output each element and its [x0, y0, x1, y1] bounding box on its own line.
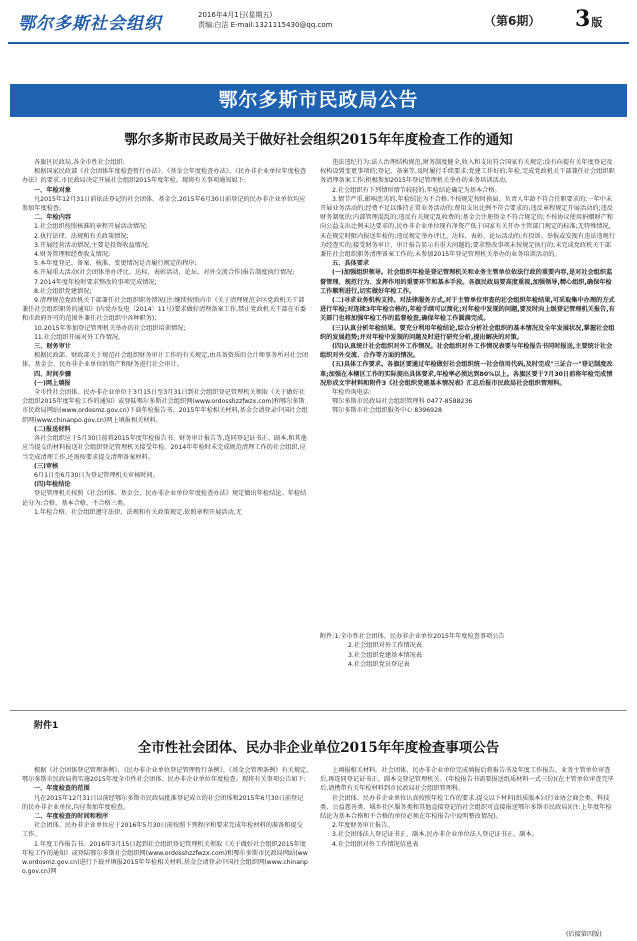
appendix-headline: 全市性社会团体、民办非企业单位2015年年度检查事项公告	[137, 740, 500, 756]
paragraph: 6.开展重大活动(社会团体举办评比、达标、表彰活动、论坛、对外交流合作)报告制度执行情况;	[34, 269, 295, 277]
paragraph: 各旗区民政局,各全市性社会组织:	[34, 159, 125, 166]
paragraph: 各社会组织应于5月30日前将2015年度年检报告书、财务审计报告等,连同登记证书正、副本,和其他应当提交的材料报送社会组织登记管理机关接受年检。2014年年检时未完成规范清理工作的社会组织,应当完成清理工作,还需按要求提交清理备案材料。	[22, 435, 307, 461]
appendix-label: 附件1	[34, 721, 59, 731]
paragraph: 违法违纪行为;法人治理结构规范,财务制度健全,收入和支出符合国家有关规定;没有向提有关年度登记及权构设置变更事项的;登记、备案等,及时履行手续要求;党建工作好的;年检,完成党政机关干部兼任社会组织职务清理备案工作;积极参加2015年登记管理机关举办的业务培训活动。	[320, 159, 615, 185]
paragraph: 10.2015年参加登记管理机关举办的社会组织培训情况;	[34, 324, 186, 332]
paragraph: 3.社会团体法人登记证书正、副本,民办非企业单位法人登记证书正、副本。	[332, 831, 538, 839]
paragraph: 三、财务审计	[34, 343, 72, 351]
paragraph: 根据民政部、财政部关于规范社会组织财务审计工作的有关规定,由具备资质的会计师事务所对社会团体、基金会、民办非企业单位的资产和财务进行社会审计。	[22, 352, 309, 369]
page-number	[575, 6, 602, 32]
paragraph: 鄂尔多斯市社会组织服务中心 8396928	[332, 407, 442, 415]
paragraph: 年检咨询电话:	[332, 389, 372, 397]
attachment-list	[320, 632, 616, 670]
notice-column-left	[22, 158, 309, 712]
paragraph: 3.情节严重,影响恶劣的,年检结论为不合格:不按规定按时换届、负责人年龄不符合任职要求的;一年中未开展业务活动的;经费不足以维持正常业务活动的;费用支出比例不符合要求的;违反章程规定开展活动的;违反财务制度的;内部管理混乱的;违反有关规定乱收费的;基金会注册资金不符合规定的;不按协议使用捐赠财产和向公益支出比例未达要求的,民办非企业单位现有净资产低于国家有关开办主管部门规定的标准;无特殊情况,未在规定时限内报送年检的;违反规定举办评比、达标、表彰、论坛活动的;有投诉、举报或发现有违法违规行为经查实的;接受财务审计、审计报告显示有重大问题的;要求整改事项未按规定执行的;未完成党政机关干部兼任社会组织职务清理备案工作的;未参加2015年登记管理机关举办的业务培训活动的。	[320, 195, 615, 259]
notice-column-right	[320, 158, 616, 628]
attachment-item: 4.社会组织党员登记表	[348, 661, 410, 669]
paragraph: (四)年检结论	[34, 481, 71, 489]
paragraph: 一、年度检查的范围	[34, 785, 90, 793]
newspaper-masthead-title: 鄂尔多斯社会组织	[18, 14, 162, 34]
paragraph: 4.财务管理和经费收支情况;	[34, 251, 111, 259]
page-number-suffix: 版	[591, 16, 603, 29]
paragraph: (三)认真分析年检结果。要充分利用年检结论,综合分析社会组织的基本情况及全年发展状况,掌握社会组织的发展趋势;并对年检中发现的问题及时进行研究分析,提出解决的对策。	[320, 324, 615, 341]
paragraph: (二)报送材料	[34, 425, 71, 433]
attachment-item: 附件:1.全市性社会团体、民办非企业单位2015年年度检查事项公告	[320, 633, 505, 640]
issue-number: （第6期）	[484, 14, 541, 28]
page-number-value: 3	[575, 6, 591, 32]
paragraph: 11.社会组织开展对外工作情况。	[34, 333, 125, 341]
paragraph: (五)具体工作要求。各旗区要通过年检做好社会组织统一社会信用代码,及时完成"三证合一"登记制度改革;加强在本辖区工作的实际提出具体要求,年检率必须达到80%以上。各旗区要于7月30日前将年检完成情况形成文字材料和附件3《社会组织党建基本情况表》汇总后报市民政局社会组织管理科。	[320, 361, 613, 387]
paragraph: 二、年度检查的时间和程序	[34, 813, 109, 821]
paragraph: 社会团体、民办非企业单位认真按照年检工作的要求,提交以下材料(纸质版本):(行业协会商会类、科技类、公益慈善类、城乡社区服务类和其他直接登记的社会组织可直接报送鄂尔多斯市民政局)(注:上年度年检结论为基本合格和不合格的单位必须在年检报告中说明整改情况)。	[320, 794, 612, 821]
masthead-editor: 责编:白洁 E-mail:1321115430@qq.com	[198, 21, 333, 29]
paragraph: 2.执行法律、法规和有关政策情况;	[34, 232, 129, 240]
paragraph: 3.开展经营活动情况,主要是投资收益情况;	[34, 241, 150, 249]
appendix-column-right	[320, 766, 616, 930]
paragraph: 根据国家民政部《社会团体年度检查暂行办法》、《基金会年度检查办法》、《民办非企业单位年度检查办法》的要求,市民政局决定开展社会组织2015年度年检。现将有关事项通知如下:	[22, 168, 307, 185]
paragraph: 五、具体要求	[332, 260, 370, 268]
paragraph: 1.年检合格。社会组织遵守法律、法规和有关政策规定,依照章程开展活动,无	[34, 508, 242, 516]
masthead-date: 2016年4月1日(星期五)	[198, 11, 273, 19]
notice-headline: 鄂尔多斯市民政局关于做好社会组织2015年年度检查工作的通知	[124, 132, 513, 148]
paragraph: 1.社会组织按照核准的章程开展活动情况;	[34, 223, 148, 231]
section-divider	[10, 710, 627, 711]
paragraph: 4.社会组织对外工作情况信息表	[332, 840, 419, 848]
paragraph: 鄂尔多斯市民政局社会组织管理科 0477-8588236	[332, 398, 473, 406]
paragraph: 7.2014年度年检时要求整改的事项完成情况;	[34, 278, 157, 286]
paragraph: (二)寻求业务机构支持。对法律服务方式,对于主管单位审查的社会组织年检结果,可采取集中办理的方式进行年检;对连续3年年检合格的,年检手续可以简化;对年检中发现的问题,要及时向上级登记管理机关报告,有关部门也将加强年检工作的监督检查,确保年检工作圆满完成。	[320, 297, 615, 323]
paragraph: (一)加强组织领导。社会组织年检是登记管理机关和业务主管单位依法行政的重要内容,是对社会组织监督管理、规范行为、发挥作用的重要环节和基本手段。各旗民政局要高度重视,加强领导,精心组织,确保年检工作顺利进行,切实做好年检工作。	[320, 269, 613, 295]
paragraph: (一)网上填报	[34, 379, 71, 387]
paragraph: 凡2015年12月31日前依法登记的社会团体、基金会,2015年6月30日前登记的民办非企业单位均应参加年度检查。	[22, 195, 306, 213]
paragraph: 1.年度工作报告书。2016年3月15日起到社会组织登记管理机关领取《关于做好社会组织2015年度年检工作的通知》或登陆鄂尔多斯社会组织网(www.ordosshzzfwzx.com)和鄂尔多斯市民政局网站(www.ordosmz.gov.cn)进行下载并填报2015年年检相关材料,基金会请登录中国社会组织网(www.chinanpo.gov.cn)网	[22, 840, 308, 876]
masthead-info	[198, 10, 333, 30]
paragraph: 全市性社会团体、民办非企业单位于3月15日至3月31日到社会组织登记管理机关领取《关于做好社会组织2015年度年检工作的通知》或登陆鄂尔多斯社会组织网(www.ordosshzzfwzx.com)和鄂尔多斯市民政局网站(www.ordosmz.gov.cn)下载年检报告书。2015年年检相关材料,基金会请登录中国社会组织网(www.chinanpo.gov.cn)网上填报相关材料。	[22, 389, 308, 424]
masthead-divider	[8, 42, 629, 44]
continued-note: (后接第四版)	[566, 931, 602, 938]
paragraph: 二、年检内容	[34, 214, 72, 222]
appendix-column-left	[22, 766, 309, 936]
paragraph: 一、年检对象	[34, 186, 72, 194]
paragraph: 凡在2015年12月31日以前经鄂尔多斯市民政局批准登记成立的社会团体和2015年6月30日前登记的民办非企业单位,均应参加年度检查。	[22, 794, 304, 811]
paragraph: 8.社会组织党建情况;	[34, 287, 92, 295]
attachment-item: 3.社会组织党建基本情况表	[348, 651, 422, 659]
paragraph: 四、时间步骤	[34, 370, 72, 378]
paragraph: 2.年度财务审计报告。	[332, 822, 394, 830]
paragraph: (四)认真统计社会组织对外工作情况。社会组织对外工作情况表要与年检报告书同时报送,主要统计社会组织对外交流、合作等方面的情况。	[320, 343, 613, 360]
paragraph: 5.本年度登记、备案、核准、变更情况是否履行规定的程序;	[34, 260, 197, 268]
paragraph: (三)审核	[34, 462, 59, 470]
paragraph: 上填报相关材料。社会团体、民办非企业单位完成填报后将报告书及年度工作报告、业务主管单位审查后,再连同登记证书正、副本交登记管理机关。(年检报告书需要报送纸质材料一式三份)(在主管单位审查完毕后,请携带有关年检材料到市民政局社会组织管理科。	[320, 767, 614, 793]
paragraph: 6月1日至6月30日为登记管理机关审核时间。	[34, 471, 159, 479]
announcement-banner: 鄂尔多斯市民政局公告	[10, 84, 627, 117]
paragraph: 9.清理规范党政机关干部兼任社会组织职务情况(注:继续按照内市《关于清理规范全区党政机关干部兼任社会组织职务的通知》(内党办发电〔2014〕11号)要求做好清理备案工作,禁止党政机关干部在市委和市政府许可的范围外兼任社会组织中各种职务);	[22, 297, 307, 323]
attachment-item: 2.社会组织对外工作情况表	[348, 642, 422, 650]
paragraph: 2.社会组织有下列情形情节较轻的,年检结论确定为基本合格。	[332, 186, 501, 194]
paragraph: 登记管理机关按照《社会团体、基金会、民办非企业单位年度检查办法》规定做出年检结论。年检结论分为:合格、基本合格、不合格三类。	[22, 490, 307, 507]
paragraph: 社会团体、民办非企业单位应于2016年5月30日前按照下列程序和要求完成年检材料的准备和提交工作。	[22, 822, 303, 839]
paragraph: 根据《社会团体登记管理条例》、《民办非企业单位登记管理暂行条例》、《基金会管理条例》有关规定,鄂尔多斯市民政局将实施2015年度全市性社会团体、民办非企业单位年度检查。现将有关事项公告如下:	[22, 767, 309, 784]
